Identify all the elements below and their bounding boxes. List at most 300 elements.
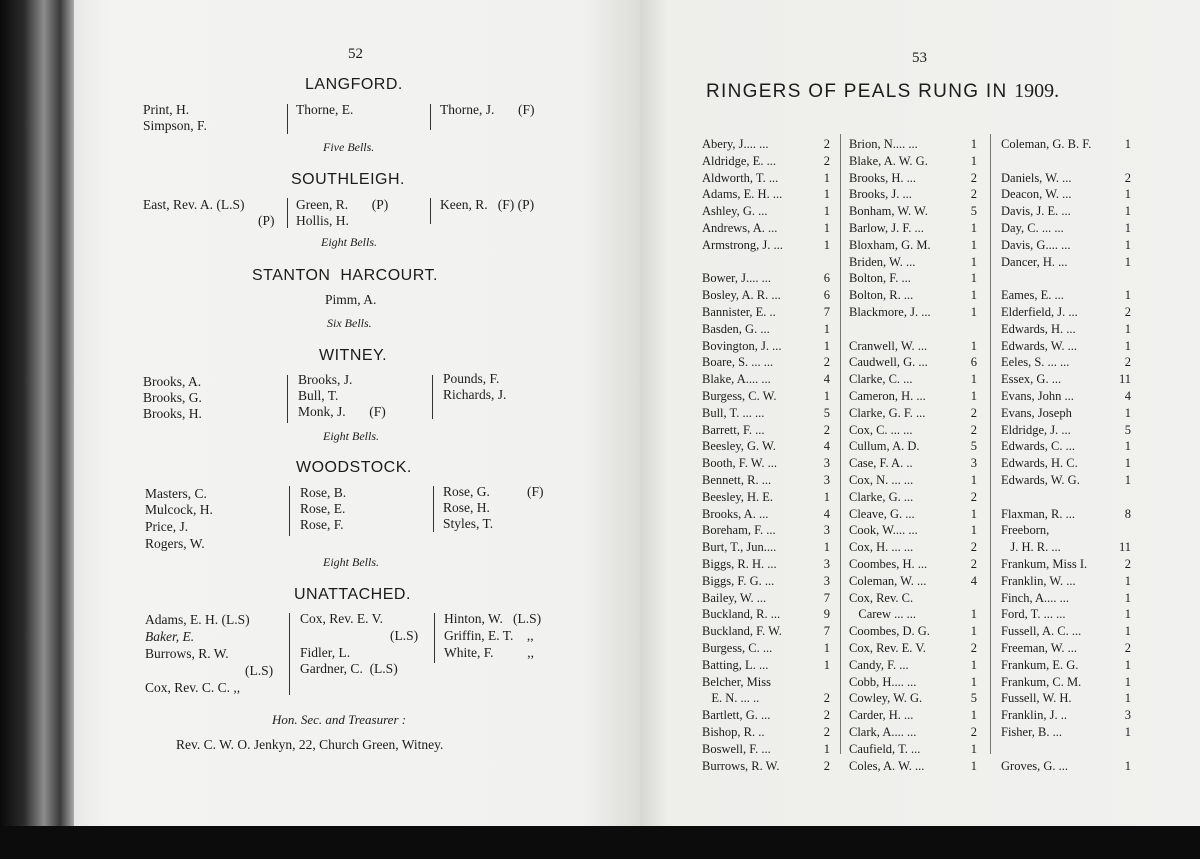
ringer-entry <box>849 591 977 606</box>
ringer-entry-name: Deacon, W. ... <box>1001 187 1072 202</box>
ringer-entry-count: 1 <box>823 204 830 219</box>
ringer-entry <box>1001 305 1131 320</box>
ringer-entry-count: 1 <box>823 389 830 403</box>
ringer-entry-name: Bloxham, G. M. <box>849 237 931 252</box>
ringer-entry <box>702 557 830 572</box>
column-divider <box>434 613 435 663</box>
ringer-entry-count: 2 <box>970 187 977 202</box>
ringer-entry-count: 1 <box>970 237 977 252</box>
ringer-entry-count: 5 <box>970 439 977 454</box>
bells-label: Eight Bells. <box>321 235 377 249</box>
ringer-entry-name: Armstrong, J. ... <box>702 237 783 252</box>
section-title-stanton-harcourt: STANTON HARCOURT. <box>252 267 438 284</box>
ringer-entry-count: 9 <box>823 607 830 622</box>
ringer-entry-name: Boare, S. ... ... <box>702 355 774 370</box>
ringer-entry <box>702 423 830 438</box>
ringer-name: Simpson, F. <box>143 118 207 133</box>
ringer-entry-count: 1 <box>823 489 830 504</box>
ringer-entry <box>1001 759 1131 774</box>
ringer-entry <box>849 658 977 673</box>
ringer-name: Gardner, C. (L.S) <box>300 661 398 676</box>
bells-label: Eight Bells. <box>323 429 379 443</box>
ringer-entry <box>702 137 830 152</box>
ringer-entry-count: 2 <box>970 170 977 185</box>
ringer-name: Brooks, H. <box>143 406 202 421</box>
column-divider <box>432 375 433 419</box>
ringer-entry-name: Belcher, Miss <box>702 674 771 689</box>
ringer-entry-count: 1 <box>970 254 977 269</box>
ringer-entry-name: Beesley, G. W. <box>702 439 776 454</box>
ringer-entry-count: 1 <box>1124 758 1131 773</box>
section-title-woodstock: WOODSTOCK. <box>296 459 412 476</box>
ringer-entry <box>849 137 977 152</box>
ringer-name: Thorne, E. <box>296 102 354 117</box>
ringer-entry-count: 6 <box>823 271 830 286</box>
ringer-entry <box>849 641 977 656</box>
ringer-entry <box>849 171 977 186</box>
page-title-text: RINGERS OF PEALS RUNG IN <box>706 81 1008 102</box>
column-divider <box>430 198 431 224</box>
ringer-entry-count: 1 <box>1124 607 1131 622</box>
ringer-entry-count: 1 <box>970 741 977 756</box>
ringer-entry-name: Bower, J.... ... <box>702 271 771 286</box>
ringer-entry <box>702 624 830 639</box>
ringer-entry-count: 11 <box>1118 540 1131 555</box>
ringer-entry <box>849 708 977 723</box>
ringer-name: Monk, J. (F) <box>298 404 386 419</box>
ringer-entry <box>849 221 977 236</box>
ringer-entry-name: Blake, A. W. G. <box>849 153 928 168</box>
ringer-entry <box>849 355 977 370</box>
ringer-name: Richards, J. <box>443 387 507 402</box>
ringer-entry-name: Ford, T. ... ... <box>1001 607 1066 622</box>
column-divider <box>289 613 290 695</box>
ringer-entry-count: 2 <box>823 153 830 168</box>
ringer-entry <box>702 389 830 404</box>
ringer-entry-name: Franklin, J. .. <box>1001 708 1067 723</box>
ringer-entry-count: 1 <box>970 657 977 672</box>
ringer-entry-count: 1 <box>970 153 977 168</box>
ringer-entry-name: Case, F. A. .. <box>849 456 913 471</box>
ringer-entry <box>849 473 977 488</box>
ringer-entry-count: 3 <box>823 523 830 538</box>
ringer-entry <box>849 423 977 438</box>
ringer-entry-count: 2 <box>823 691 830 706</box>
ringer-entry <box>849 238 977 253</box>
column-divider <box>287 198 288 228</box>
ringer-entry-count: 1 <box>970 221 977 235</box>
ringer-entry-name: Bailey, W. ... <box>702 590 767 605</box>
ringer-entry-name: Bolton, F. ... <box>849 271 911 286</box>
ringer-entry-count: 2 <box>823 725 830 739</box>
ringer-entry <box>1001 607 1131 622</box>
ringer-entry <box>702 708 830 723</box>
ringer-entry-name: Boreham, F. ... <box>702 523 776 538</box>
ringer-entry-count: 1 <box>970 473 977 487</box>
ringer-entry <box>849 759 977 774</box>
ringer-entry <box>702 540 830 555</box>
ringer-entry-count: 11 <box>1118 372 1131 387</box>
ringer-entry-name: Andrews, A. ... <box>702 221 778 235</box>
column-divider <box>287 104 288 134</box>
ringer-name: Styles, T. <box>443 516 494 531</box>
ringer-entry-name: Boswell, F. ... <box>702 741 771 756</box>
ringer-name: Green, R. (P) <box>296 197 389 212</box>
ringer-entry-name: Clarke, G. F. ... <box>849 405 926 420</box>
ringer-entry <box>849 305 977 320</box>
ringer-entry <box>702 171 830 186</box>
ringer-entry <box>702 607 830 622</box>
ringer-entry <box>849 439 977 454</box>
ringer-entry <box>1001 372 1131 387</box>
ringer-entry <box>702 271 830 286</box>
column-divider <box>433 486 434 532</box>
ringer-entry <box>1001 187 1131 202</box>
ringer-entry <box>702 406 830 421</box>
ringer-entry <box>849 523 977 538</box>
ringer-entry-count: 1 <box>823 170 830 185</box>
ringer-entry <box>1001 288 1131 303</box>
ringer-entry-count: 2 <box>1124 305 1131 319</box>
ringer-name: Print, H. <box>143 102 190 117</box>
ringer-entry <box>1001 708 1131 723</box>
ringer-entry-name: Cranwell, W. ... <box>849 338 928 353</box>
ringer-entry-count: 1 <box>1124 674 1131 689</box>
ringer-entry-name: Fussell, A. C. ... <box>1001 624 1082 639</box>
ringer-name: East, Rev. A. (L.S) <box>143 197 245 212</box>
ringer-entry-count: 2 <box>970 405 977 420</box>
ringer-entry-name: Coles, A. W. ... <box>849 758 925 773</box>
ringer-entry-name: Frankum, C. M. <box>1001 674 1082 689</box>
book-spine <box>0 0 80 859</box>
ringer-entry-name: Clarke, C. ... <box>849 372 913 387</box>
ringer-name: Price, J. <box>145 519 189 534</box>
ringer-entry-name: Evans, John ... <box>1001 389 1074 403</box>
ringer-entry-name: Davis, G.... ... <box>1001 237 1071 252</box>
ringer-entry-name: Ashley, G. ... <box>702 204 768 219</box>
ringer-entry-name: Carder, H. ... <box>849 708 914 723</box>
ringer-entry-name: Candy, F. ... <box>849 657 909 672</box>
ringer-name: White, F. ,, <box>444 645 535 660</box>
ringer-entry-count: 2 <box>970 557 977 571</box>
bottom-edge-shadow <box>0 826 1200 859</box>
ringer-entry-count: 1 <box>1124 137 1131 151</box>
column-divider <box>430 104 431 130</box>
ringer-entry-count: 1 <box>1124 187 1131 202</box>
ringer-entry <box>702 187 830 202</box>
ringer-entry <box>1001 171 1131 186</box>
ringer-entry-name: Barlow, J. F. ... <box>849 221 924 235</box>
ringer-entry-count: 1 <box>823 540 830 555</box>
ringer-entry-count: 1 <box>1124 473 1131 487</box>
ringer-entry-count: 2 <box>1124 355 1131 370</box>
ringer-name: Fidler, L. <box>300 645 351 660</box>
ringer-entry-name: Franklin, W. ... <box>1001 573 1076 588</box>
ringer-entry <box>1001 624 1131 639</box>
ringer-entry-name: Brooks, J. ... <box>849 187 912 202</box>
ringer-name: Cox, Rev. E. V. <box>300 611 384 626</box>
ringer-entry <box>702 439 830 454</box>
ringer-entry <box>849 624 977 639</box>
ringer-entry <box>1001 691 1131 706</box>
ringer-entry <box>849 389 977 404</box>
ringer-entry-count: 7 <box>823 590 830 605</box>
ringer-entry <box>849 339 977 354</box>
ringer-entry-name: Day, C. ... ... <box>1001 221 1064 235</box>
ringer-entry-name: Clark, A.... ... <box>849 725 917 739</box>
ringer-entry <box>702 305 830 320</box>
ringer-entry <box>702 204 830 219</box>
ringer-entry-name: Bolton, R. ... <box>849 288 914 303</box>
ringer-entry-name: Clarke, G. ... <box>849 489 914 504</box>
ringer-name: Mulcock, H. <box>145 502 213 517</box>
ringer-name: Rogers, W. <box>145 536 205 551</box>
ringer-entry-count: 1 <box>970 624 977 639</box>
ringer-name: Cox, Rev. C. C. ,, <box>145 680 241 695</box>
ringer-entry-name: Bonham, W. W. <box>849 204 928 219</box>
ringer-entry-name: Buckland, F. W. <box>702 624 782 639</box>
bells-label: Five Bells. <box>323 140 375 154</box>
ringer-entry <box>1001 540 1131 555</box>
ringer-entry <box>849 456 977 471</box>
ringer-entry <box>849 204 977 219</box>
ringer-entry-count: 4 <box>823 372 830 387</box>
ringer-entry-count: 1 <box>1124 254 1131 269</box>
ringer-name: Brooks, G. <box>143 390 202 405</box>
ringer-entry-name: Groves, G. ... <box>1001 758 1069 773</box>
bells-label: Six Bells. <box>327 316 372 330</box>
ringer-entry-count: 1 <box>1124 288 1131 303</box>
ringer-entry-name: Flaxman, R. ... <box>1001 506 1075 521</box>
ringer-entry-name: Frankum, Miss I. <box>1001 557 1088 571</box>
ringer-entry-name: Eeles, S. ... ... <box>1001 355 1070 370</box>
ringer-entry-count: 1 <box>970 288 977 303</box>
ringer-entry <box>702 456 830 471</box>
ringer-entry-name: Bannister, E. .. <box>702 305 776 319</box>
ringer-entry <box>702 154 830 169</box>
ringer-entry <box>702 658 830 673</box>
ringer-entry <box>849 691 977 706</box>
ringer-entry-name: Biggs, F. G. ... <box>702 573 775 588</box>
ringer-entry-count: 1 <box>823 321 830 336</box>
ringer-name: Rose, H. <box>443 500 490 515</box>
ringer-entry-count: 2 <box>970 489 977 504</box>
ringer-name: Griffin, E. T. ,, <box>444 628 534 643</box>
ringer-name: Rose, G. (F) <box>443 484 544 499</box>
ringer-entry-count: 1 <box>970 523 977 538</box>
ringer-entry-count: 1 <box>970 674 977 689</box>
ringer-entry-name: Edwards, H. ... <box>1001 321 1076 336</box>
ringer-entry-count: 1 <box>1124 237 1131 252</box>
ringer-entry-name: Elderfield, J. ... <box>1001 305 1078 319</box>
ringer-name: Baker, E. <box>145 629 195 644</box>
column-divider <box>840 134 841 754</box>
ringer-entry-count: 1 <box>1124 456 1131 471</box>
ringer-name: Pounds, F. <box>443 371 500 386</box>
ringer-entry-count: 1 <box>1124 321 1131 336</box>
ringer-entry <box>849 187 977 202</box>
ringer-name: Hollis, H. <box>296 213 349 228</box>
ringer-entry <box>702 759 830 774</box>
ringer-entry-name: Abery, J.... ... <box>702 137 769 151</box>
column-divider <box>289 486 290 536</box>
ringer-entry <box>702 725 830 740</box>
ringer-entry <box>849 574 977 589</box>
ringer-entry-name: Coleman, W. ... <box>849 573 927 588</box>
page-title-year: 1909. <box>1014 80 1060 102</box>
ringer-entry-name: Brooks, H. ... <box>849 170 917 185</box>
ringer-entry-name: Booth, F. W. ... <box>702 456 778 471</box>
ringer-name: Hinton, W. (L.S) <box>444 611 542 626</box>
ringer-marker: (L.S) <box>390 628 419 643</box>
ringer-entry-count: 1 <box>823 338 830 353</box>
ringer-entry <box>702 221 830 236</box>
ringer-entry-name: J. H. R. ... <box>1001 540 1061 555</box>
ringer-entry-count: 2 <box>823 708 830 723</box>
ringer-entry-count: 1 <box>1124 204 1131 219</box>
ringer-entry-name: Cox, Rev. C. <box>849 590 914 605</box>
ringer-entry <box>1001 389 1131 404</box>
ringer-entry-name: Batting, L. ... <box>702 657 769 672</box>
ringer-entry-name: Bull, T. ... ... <box>702 405 765 420</box>
ringer-entry-name: Freeborn, <box>1001 523 1050 538</box>
ringer-entry-count: 3 <box>823 473 830 487</box>
ringer-entry <box>702 490 830 505</box>
ringer-entry-name: Dancer, H. ... <box>1001 254 1068 269</box>
ringer-entry <box>1001 675 1131 690</box>
ringer-marker: (P) <box>258 213 275 228</box>
ringer-marker: (L.S) <box>245 663 274 678</box>
ringer-entry-name: Eldridge, J. ... <box>1001 422 1071 437</box>
ringer-entry-name: Edwards, W. G. <box>1001 473 1080 487</box>
ringer-entry <box>1001 137 1131 152</box>
ringer-entry-name: Cowley, W. G. <box>849 691 923 706</box>
ringer-entry-count: 2 <box>823 137 830 151</box>
ringer-entry-name: Essex, G. ... <box>1001 372 1062 387</box>
ringer-entry <box>1001 507 1131 522</box>
ringer-entry-name: Fussell, W. H. <box>1001 691 1072 706</box>
ringer-entry-count: 2 <box>823 422 830 437</box>
ringer-entry <box>1001 221 1131 236</box>
section-title-unattached: UNATTACHED. <box>294 586 411 603</box>
ringer-entry <box>1001 238 1131 253</box>
ringer-entry-name: Burgess, C. ... <box>702 641 773 655</box>
ringer-entry-count: 1 <box>1124 573 1131 588</box>
ringer-entry <box>1001 255 1131 270</box>
ringer-entry-name: Daniels, W. ... <box>1001 170 1072 185</box>
ringer-entry <box>849 742 977 757</box>
ringer-entry-name: Cook, W.... ... <box>849 523 918 538</box>
ringer-entry-name: Adams, E. H. ... <box>702 187 783 202</box>
ringer-entry-name: Edwards, C. ... <box>1001 439 1075 454</box>
ringer-entry <box>702 641 830 656</box>
ringer-entry <box>849 540 977 555</box>
ringer-entry <box>702 473 830 488</box>
ringer-entry <box>849 372 977 387</box>
ringer-entry-count: 3 <box>823 456 830 471</box>
ringer-entry-name: Freeman, W. ... <box>1001 641 1078 655</box>
ringer-entry-name: Finch, A.... ... <box>1001 590 1070 605</box>
ringer-entry-count: 3 <box>823 573 830 588</box>
ringer-entry-count: 5 <box>1124 422 1131 437</box>
ringer-entry-count: 1 <box>970 758 977 773</box>
ringer-entry-name: Bovington, J. ... <box>702 338 782 353</box>
ringer-entry-name: Cameron, H. ... <box>849 389 926 403</box>
ringer-entry-name: Coombes, D. G. <box>849 624 930 639</box>
ringer-entry-name: Basden, G. ... <box>702 321 770 336</box>
ringer-entry <box>1001 456 1131 471</box>
ringer-entry-count: 5 <box>970 204 977 219</box>
ringer-entry <box>849 154 977 169</box>
ringer-entry-count: 1 <box>970 338 977 353</box>
ringer-entry <box>1001 641 1131 656</box>
ringer-entry-count: 1 <box>970 372 977 387</box>
ringer-entry-count: 1 <box>970 708 977 723</box>
ringer-entry-name: Cox, Rev. E. V. <box>849 641 926 655</box>
ringer-entry-count: 1 <box>970 389 977 403</box>
ringer-entry <box>1001 557 1131 572</box>
ringer-entry-name: Caufield, T. ... <box>849 741 921 756</box>
ringer-entry-count: 1 <box>823 237 830 252</box>
ringer-entry <box>702 591 830 606</box>
ringer-entry <box>702 238 830 253</box>
ringer-entry <box>1001 473 1131 488</box>
ringer-entry-count: 7 <box>823 305 830 319</box>
ringer-entry-name: Cullum, A. D. <box>849 439 920 454</box>
ringer-entry <box>1001 423 1131 438</box>
ringer-entry <box>849 490 977 505</box>
treasurer-label: Hon. Sec. and Treasurer : <box>272 712 407 727</box>
ringer-entry-count: 1 <box>823 741 830 756</box>
ringer-entry-name: Barrett, F. ... <box>702 422 765 437</box>
ringer-entry <box>702 372 830 387</box>
ringer-entry-count: 8 <box>1124 506 1131 521</box>
ringer-entry <box>702 507 830 522</box>
ringer-entry-count: 2 <box>823 355 830 370</box>
ringer-entry-name: Aldridge, E. ... <box>702 153 776 168</box>
ringer-entry-name: Coleman, G. B. F. <box>1001 137 1092 151</box>
ringer-entry <box>702 288 830 303</box>
ringer-entry-count: 1 <box>970 271 977 286</box>
ringer-entry-count: 1 <box>1124 439 1131 454</box>
ringer-entry-name: Cox, N. ... ... <box>849 473 914 487</box>
bells-label: Eight Bells. <box>323 555 379 569</box>
ringer-entry-count: 4 <box>823 506 830 521</box>
ringer-entry-count: 3 <box>1124 708 1131 723</box>
ringer-entry-name: Buckland, R. ... <box>702 607 781 622</box>
ringer-entry-count: 2 <box>970 540 977 555</box>
ringer-entry-count: 1 <box>970 137 977 151</box>
ringer-entry-count: 4 <box>1124 389 1131 403</box>
ringer-name: Keen, R. (F) (P) <box>440 197 535 212</box>
ringer-entry-count: 3 <box>823 557 830 571</box>
ringer-entry-name: Coombes, H. ... <box>849 557 928 571</box>
page-title <box>706 80 1059 103</box>
ringer-entry <box>702 691 830 706</box>
ringer-entry <box>849 406 977 421</box>
ringer-entry-count: 2 <box>970 422 977 437</box>
ringer-entry-name: Eames, E. ... <box>1001 288 1064 303</box>
ringer-entry-count: 6 <box>970 355 977 370</box>
ringer-entry-name: Cox, C. ... ... <box>849 422 913 437</box>
ringer-entry-count: 2 <box>1124 641 1131 655</box>
ringer-entry <box>702 322 830 337</box>
ringer-entry-name: Briden, W. ... <box>849 254 916 269</box>
ringer-entry-count: 1 <box>1124 405 1131 420</box>
ringer-entry-count: 1 <box>970 305 977 319</box>
ringer-entry <box>702 355 830 370</box>
ringer-entry <box>849 725 977 740</box>
